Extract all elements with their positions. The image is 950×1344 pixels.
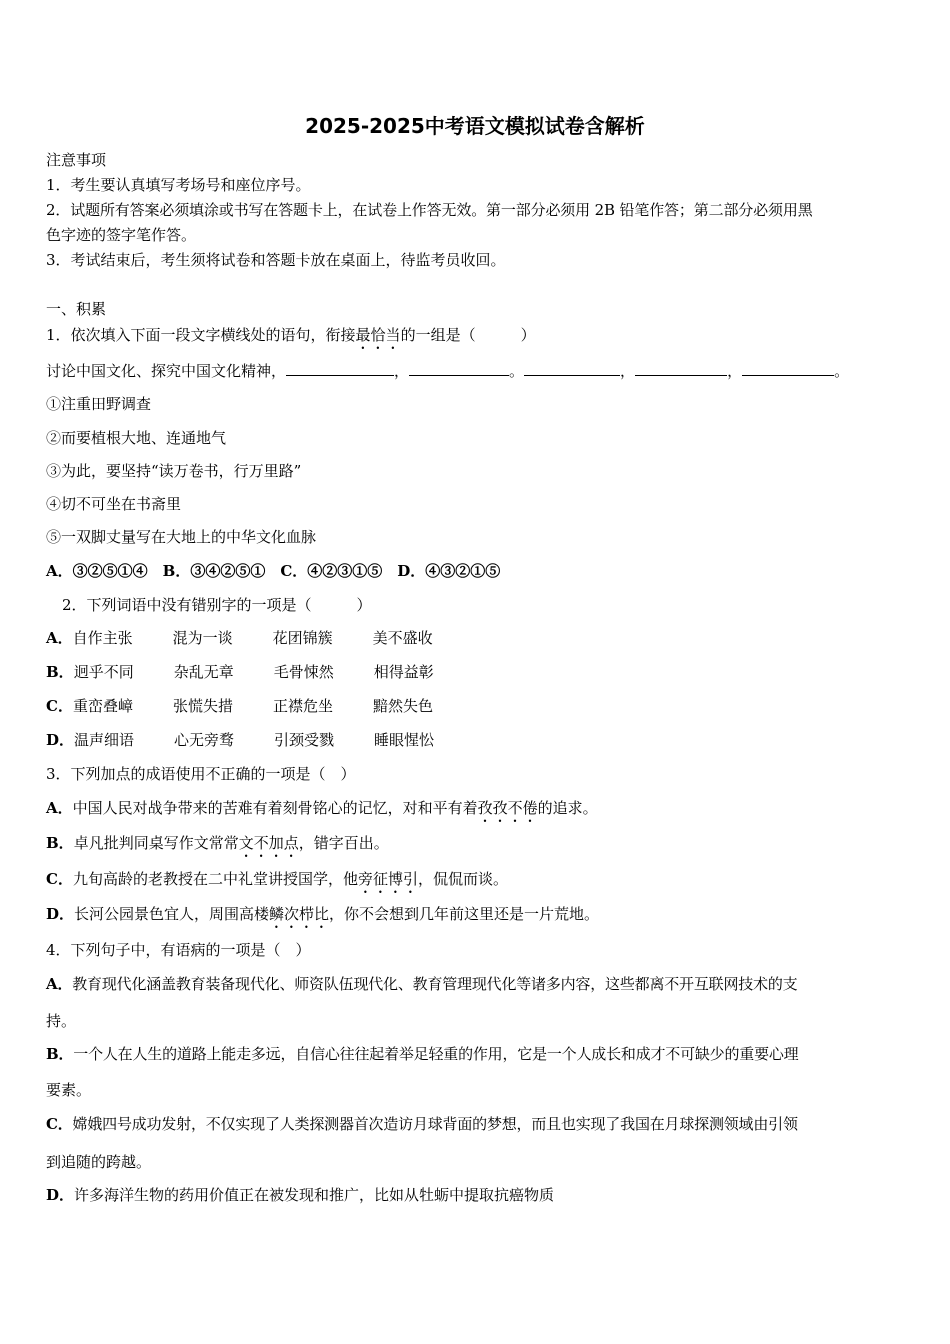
option-text: 许多海洋生物的药用价值正在被发现和推广，比如从牡蛎中提取抗癌物质 [74, 1186, 555, 1204]
blank-4 [635, 361, 727, 376]
notice-item-2: 2．试题所有答案必须填涂或书写在答题卡上，在试卷上作答无效。第一部分必须用 2B 铅笔作答；第二部分必须用黑 [46, 201, 813, 219]
emphasized-idiom: 鳞次栉比 [269, 905, 330, 923]
question-4-stem: 4．下列句子中，有语病的一项是（ ） [46, 941, 311, 959]
q4-option-b [46, 1044, 799, 1064]
blank-sep-3: ， [620, 362, 636, 380]
sentence-3: ③为此，要坚持“读万卷书，行万里路” [46, 462, 302, 480]
passage-text: 讨论中国文化、探究中国文化精神， [46, 362, 287, 380]
emphasized-idiom: 孜孜不倦 [477, 799, 538, 817]
passage-end: 。 [834, 362, 850, 380]
blank-sep-2: 。 [509, 362, 525, 380]
q2-option-d [46, 730, 434, 750]
word: 心无旁骛 [174, 731, 235, 749]
option-text: 长河公园景色宜人，周围高楼 [74, 905, 270, 923]
q2-option-c [46, 696, 433, 716]
word: 温声细语 [74, 731, 135, 749]
word: 睡眼惺忪 [374, 731, 435, 749]
sentence-4: ④切不可坐在书斋里 [46, 495, 182, 513]
word: 美不盛收 [372, 629, 433, 647]
word: 重峦叠嶂 [72, 697, 133, 715]
q3-option-b [46, 833, 389, 861]
word: 相得益彰 [373, 663, 434, 681]
option-text: ，你不会想到几年前这里还是一片荒地。 [329, 905, 600, 923]
option-text: ，错字百出。 [298, 834, 389, 852]
q3-option-d [46, 904, 599, 932]
q1-stem-pre: 1．依次填入下面一段文字横线处的语句，衔接 [46, 326, 356, 344]
blank-5 [742, 361, 834, 376]
option-text: ，侃侃而谈。 [417, 870, 508, 888]
notice-heading: 注意事项 [46, 151, 107, 169]
option-label: C． [46, 1115, 73, 1133]
question-1-stem [46, 325, 536, 353]
word: 混为一谈 [172, 629, 233, 647]
word: 花团锦簇 [272, 629, 333, 647]
option-text: 中国人民对战争带来的苦难有着刻骨铭心的记忆，对和平有着 [72, 799, 478, 817]
notice-item-3: 3．考试结束后，考生须将试卷和答题卡放在桌面上，待监考员收回。 [46, 251, 506, 269]
page-title: 2025-2025中考语文模拟试卷含解析 [305, 114, 645, 138]
q2-option-b [46, 662, 434, 682]
word: 毛骨悚然 [273, 663, 334, 681]
option-text: 教育现代化涵盖教育装备现代化、师资队伍现代化、教育管理现代化等诸多内容，这些都离不开互联网技术的支 [72, 975, 798, 993]
word: 黯然失色 [372, 697, 433, 715]
q4-option-b-cont: 要素。 [46, 1081, 92, 1099]
option-label: C． [46, 697, 73, 715]
question-2-stem: 2．下列词语中没有错别字的一项是（ ） [62, 596, 372, 614]
q4-option-c [46, 1114, 798, 1134]
word: 正襟危坐 [272, 697, 333, 715]
notice-item-2-cont: 色字迹的签字笔作答。 [46, 226, 197, 244]
section-heading: 一、积累 [46, 300, 107, 318]
option-label: A． [46, 629, 73, 647]
blank-1 [286, 361, 394, 376]
option-label: A． [46, 975, 73, 993]
option-label: D． [46, 905, 75, 923]
blank-sep-1: ， [394, 362, 410, 380]
word: 引颈受戮 [274, 731, 335, 749]
option-text: 嫦娥四号成功发射，不仅实现了人类探测器首次造访月球背面的梦想，而且也实现了我国在月球探测领域由引领 [72, 1115, 798, 1133]
q4-option-c-cont: 到追随的跨越。 [46, 1153, 152, 1171]
option-label: D． [46, 731, 75, 749]
blank-sep-4: ， [727, 362, 743, 380]
word: 迥乎不同 [73, 663, 134, 681]
q4-option-a-cont: 持。 [46, 1012, 77, 1030]
q1-stem-emphasis: 最恰当 [355, 326, 401, 344]
option-label: B． [46, 1045, 74, 1063]
word: 自作主张 [72, 629, 133, 647]
q1-stem-post: 的一组是（ ） [400, 326, 536, 344]
q4-option-d [46, 1185, 554, 1205]
blank-2 [409, 361, 509, 376]
sentence-5: ⑤一双脚丈量写在大地上的中华文化血脉 [46, 528, 317, 546]
option-label: B． [46, 663, 74, 681]
q3-option-a [46, 798, 598, 826]
q4-option-a [46, 974, 797, 994]
q2-option-a [46, 628, 433, 648]
notice-item-1: 1．考生要认真填写考场号和座位序号。 [46, 176, 311, 194]
word: 张慌失措 [172, 697, 233, 715]
option-label: C． [46, 870, 73, 888]
q3-option-c [46, 869, 508, 897]
question-1-passage [46, 361, 849, 381]
word: 杂乱无章 [173, 663, 234, 681]
option-label: A． [46, 799, 73, 817]
sentence-2: ②而要植根大地、连通地气 [46, 429, 227, 447]
option-text: 的追求。 [537, 799, 598, 817]
option-text: 九旬高龄的老教授在二中礼堂讲授国学，他 [72, 870, 358, 888]
question-1-options: A．③②⑤①④ B．③④②⑤① C．④②③①⑤ D．④③②①⑤ [46, 562, 501, 580]
option-label: B． [46, 834, 74, 852]
option-text: 卓凡批判同桌写作文常常 [73, 834, 239, 852]
option-label: D． [46, 1186, 75, 1204]
emphasized-idiom: 文不加点 [238, 834, 299, 852]
emphasized-idiom: 旁征博引 [357, 870, 418, 888]
blank-3 [524, 361, 620, 376]
option-text: 一个人在人生的道路上能走多远，自信心往往起着举足轻重的作用，它是一个人成长和成才不可缺少的重要心理 [73, 1045, 799, 1063]
question-3-stem: 3．下列加点的成语使用不正确的一项是（ ） [46, 765, 356, 783]
sentence-1: ①注重田野调查 [46, 395, 152, 413]
